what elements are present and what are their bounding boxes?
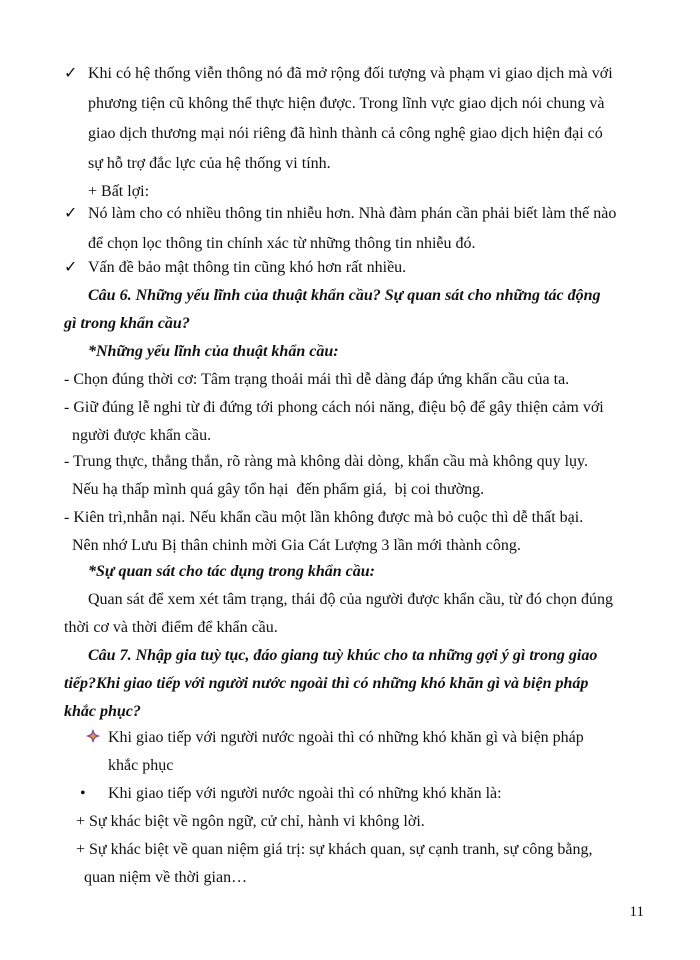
q7-point-1: + Sự khác biệt về ngôn ngữ, cử chỉ, hành vi không lời.: [76, 813, 425, 830]
q7-heading-line-2: khắc phục: [108, 757, 174, 774]
q7-point-2: + Sự khác biệt về quan niệm giá trị: sự khách quan, sự cạnh tranh, sự công bằng,: [76, 841, 593, 858]
bullet-dot-icon: •: [80, 785, 86, 802]
q6-item-3: - Trung thực, thẳng thắn, rõ ràng mà không dài dòng, khẩn cầu mà không quy lụy.: [64, 453, 588, 470]
para1-line-1: Khi có hệ thống viễn thông nó đã mở rộng đối tượng và phạm vi giao dịch mà với: [88, 65, 613, 82]
question-7-title-line-3: khắc phục?: [64, 703, 141, 720]
question-6-title-line-2: gì trong khẩn cầu?: [64, 315, 190, 332]
q6-item-3-cont: Nếu hạ thấp mình quá gây tổn hại đến phẩm giá, bị coi thường.: [64, 481, 485, 498]
question-6-title-line-1: Câu 6. Những yếu lĩnh của thuật khẩn cầu? Sự quan sát cho những tác động: [88, 287, 601, 304]
check-mark-icon: ✓: [64, 259, 78, 276]
q6-observation-line-1: Quan sát để xem xét tâm trạng, thái độ của người được khẩn cầu, từ đó chọn đúng: [88, 591, 614, 608]
check-mark-icon: ✓: [64, 205, 78, 222]
q6-item-4-cont: Nên nhớ Lưu Bị thân chinh mời Gia Cát Lượng 3 lần mới thành công.: [64, 537, 521, 554]
q6-item-4: - Kiên trì,nhẫn nại. Nếu khẩn cầu một lần không được mà bỏ cuộc thì dễ thất bại.: [64, 509, 584, 526]
q7-heading-line-1: Khi giao tiếp với người nước ngoài thì có những khó khăn gì và biện pháp: [108, 729, 584, 746]
question-7-title-line-1: Câu 7. Nhập gia tuỳ tục, đáo giang tuỳ khúc cho ta những gợi ý gì trong giao: [88, 647, 598, 664]
para2-line-2: để chọn lọc thông tin chính xác từ những thông tin nhiễu đó.: [88, 235, 476, 252]
para2-line-1: Nó làm cho có nhiều thông tin nhiễu hơn. Nhà đàm phán cần phải biết làm thế nào: [88, 205, 617, 222]
question-7-title-line-2: tiếp?Khi giao tiếp với người nước ngoài thì có những khó khăn gì và biện pháp: [64, 675, 589, 692]
disadvantage-label: + Bất lợi:: [88, 183, 150, 200]
para1-line-4: sự hỗ trợ đắc lực của hệ thống vi tính.: [88, 155, 331, 172]
para1-line-2: phương tiện cũ không thể thực hiện được. Trong lĩnh vực giao dịch nói chung và: [88, 95, 605, 112]
q6-item-2-cont: người được khẩn cầu.: [64, 427, 212, 444]
q6-item-1: - Chọn đúng thời cơ: Tâm trạng thoải mái thì dễ dàng đáp ứng khẩn cầu của ta.: [64, 371, 570, 388]
q6-observation-line-2: thời cơ và thời điểm để khẩn cầu.: [64, 619, 278, 636]
q6-item-2: - Giữ đúng lễ nghi từ đi đứng tới phong cách nói năng, điệu bộ để gây thiện cảm với: [64, 399, 604, 416]
para3-line: Vấn đề bảo mật thông tin cũng khó hơn rất nhiều.: [88, 259, 407, 276]
check-mark-icon: ✓: [64, 65, 78, 82]
question-6-subheading-2: *Sự quan sát cho tác dụng trong khẩn cầu:: [88, 563, 375, 580]
diamond-bullet-icon: [86, 729, 100, 743]
page-number: 11: [629, 904, 644, 920]
q7-point-2-cont: quan niệm về thời gian…: [76, 869, 248, 886]
question-6-subheading-1: *Những yếu lĩnh của thuật khẩn cầu:: [88, 343, 339, 360]
q7-bullet-line: Khi giao tiếp với người nước ngoài thì có những khó khăn là:: [108, 785, 502, 802]
para1-line-3: giao dịch thương mại nói riêng đã hình thành cả công nghệ giao dịch hiện đại có: [88, 125, 603, 142]
